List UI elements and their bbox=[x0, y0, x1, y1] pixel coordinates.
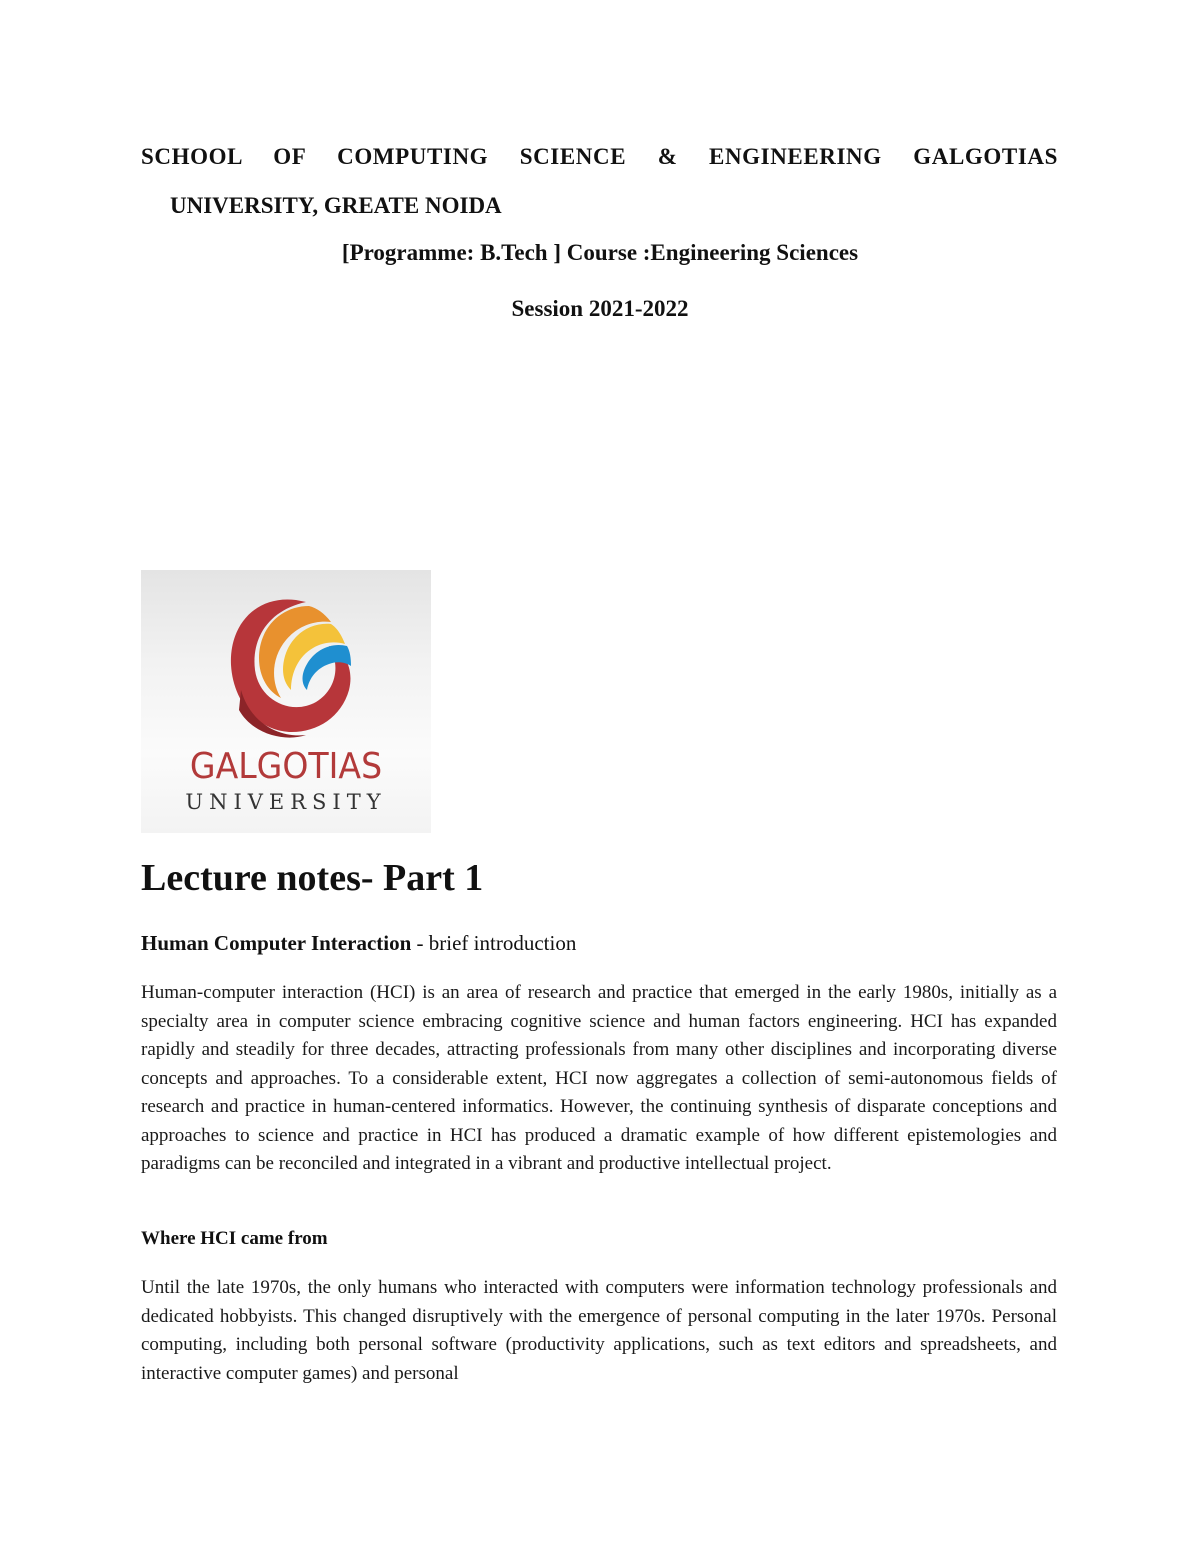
intro-paragraph: Human-computer interaction (HCI) is an area of research and practice that emerged in the early 1980s, initially as a specialty area in computer science embracing cognitive science and human factors engineering. HCI has expanded rapidly and steadily for three decades, attracting professionals from many other disciplines and incorporating diverse concepts and approaches. To a considerable extent, HCI now aggregates a collection of semi-autonomous fields of research and practice in human-centered informatics. However, the continuing synthesis of disparate conceptions and approaches to science and practice in HCI has produced a dramatic example of how different epistemologies and paradigms can be reconciled and integrated in a vibrant and productive intellectual project. bbox=[141, 982, 1057, 1174]
session-line: Session 2021-2022 bbox=[511, 296, 689, 321]
topic-subheading-bold: Human Computer Interaction bbox=[141, 931, 412, 955]
logo-subtitle: UNIVERSITY bbox=[185, 790, 387, 814]
document-title: Lecture notes- Part 1 bbox=[141, 857, 484, 899]
section-heading: Where HCI came from bbox=[141, 1228, 328, 1249]
topic-subheading-rest: - brief introduction bbox=[411, 931, 577, 955]
history-paragraph: Until the late 1970s, the only humans who interacted with computers were information technology professionals and dedicated hobbyists. This changed disruptively with the emergence of personal computing in the later 1970s. Personal computing, including both personal software (productivity applications, such as text editors and spreadsheets, and interactive computer games) and personal bbox=[141, 1277, 1057, 1384]
topic-subheading bbox=[141, 931, 576, 956]
logo-wordmark: GALGOTIAS bbox=[189, 746, 383, 787]
school-heading-line2: UNIVERSITY, GREATE NOIDA bbox=[170, 193, 502, 218]
programme-course-line: [Programme: B.Tech ] Course :Engineering Sciences bbox=[341, 240, 859, 265]
school-heading-line1: SCHOOL OF COMPUTING SCIENCE & ENGINEERING GALGOTIAS bbox=[141, 144, 1058, 169]
